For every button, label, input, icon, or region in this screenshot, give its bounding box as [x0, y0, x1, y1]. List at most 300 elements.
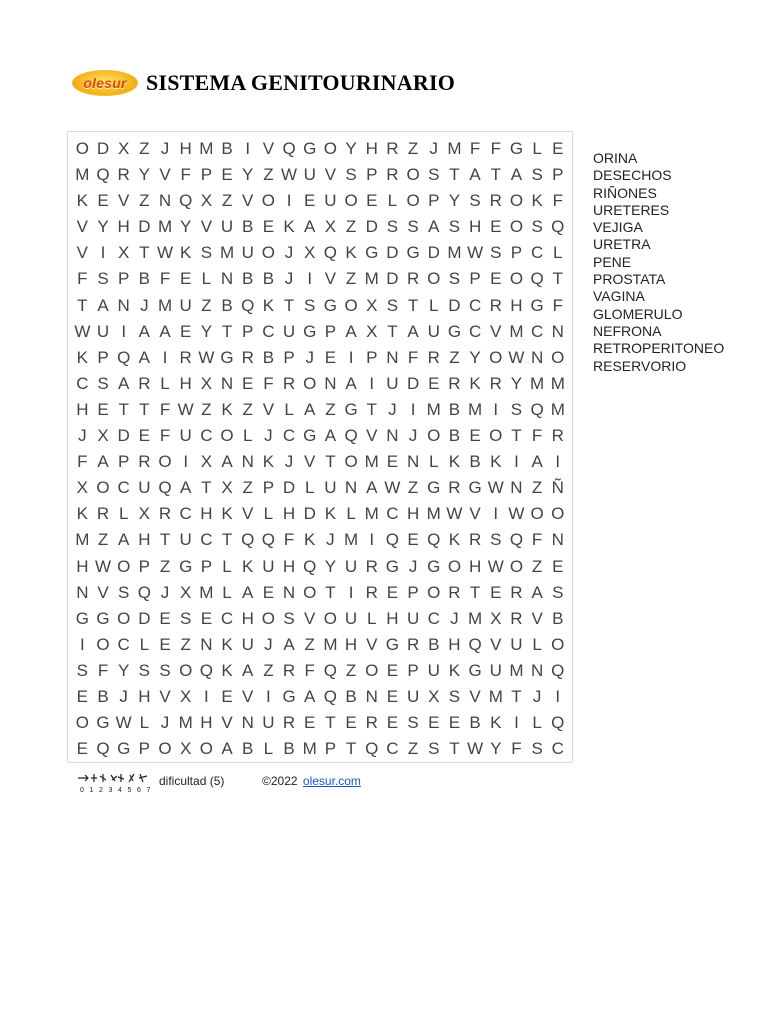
- grid-letter[interactable]: A: [118, 530, 130, 550]
- grid-letter[interactable]: L: [304, 478, 315, 498]
- grid-letter[interactable]: G: [447, 321, 462, 341]
- grid-letter[interactable]: O: [96, 634, 110, 654]
- grid-letter[interactable]: M: [323, 634, 338, 654]
- grid-letter[interactable]: O: [158, 739, 172, 759]
- grid-letter[interactable]: A: [531, 582, 543, 602]
- grid-letter[interactable]: T: [325, 452, 336, 472]
- grid-letter[interactable]: J: [284, 269, 294, 289]
- grid-letter[interactable]: O: [261, 608, 275, 628]
- grid-letter[interactable]: U: [406, 686, 420, 706]
- grid-letter[interactable]: F: [407, 347, 419, 367]
- grid-letter[interactable]: D: [96, 139, 110, 158]
- grid-letter[interactable]: M: [219, 243, 235, 263]
- grid-letter[interactable]: M: [199, 582, 214, 602]
- grid-letter[interactable]: R: [489, 373, 502, 393]
- grid-letter[interactable]: R: [138, 373, 151, 393]
- grid-letter[interactable]: Y: [490, 739, 502, 759]
- grid-letter[interactable]: Z: [242, 399, 253, 419]
- grid-letter[interactable]: R: [117, 165, 130, 185]
- grid-letter[interactable]: H: [200, 504, 213, 524]
- grid-letter[interactable]: C: [468, 295, 482, 315]
- grid-letter[interactable]: I: [307, 269, 313, 289]
- grid-letter[interactable]: M: [550, 373, 565, 393]
- grid-letter[interactable]: X: [76, 478, 88, 498]
- grid-letter[interactable]: O: [303, 373, 317, 393]
- grid-letter[interactable]: L: [346, 504, 356, 524]
- grid-letter[interactable]: K: [490, 713, 502, 733]
- grid-letter[interactable]: P: [262, 478, 275, 498]
- grid-letter[interactable]: G: [96, 713, 110, 733]
- grid-letter[interactable]: A: [180, 478, 192, 498]
- grid-letter[interactable]: P: [407, 582, 419, 602]
- grid-letter[interactable]: P: [407, 660, 419, 680]
- grid-letter[interactable]: R: [510, 608, 523, 628]
- grid-letter[interactable]: G: [96, 608, 110, 628]
- grid-letter[interactable]: H: [365, 139, 378, 158]
- grid-letter[interactable]: O: [261, 191, 275, 211]
- grid-letter[interactable]: A: [221, 452, 233, 472]
- grid-letter[interactable]: Z: [407, 739, 419, 759]
- grid-letter[interactable]: S: [490, 530, 502, 550]
- grid-letter[interactable]: B: [242, 739, 254, 759]
- grid-letter[interactable]: J: [264, 634, 273, 654]
- grid-letter[interactable]: X: [324, 217, 337, 237]
- grid-letter[interactable]: V: [159, 165, 171, 185]
- grid-letter[interactable]: I: [286, 191, 292, 211]
- grid-letter[interactable]: J: [264, 426, 273, 446]
- grid-letter[interactable]: X: [200, 373, 213, 393]
- grid-letter[interactable]: V: [366, 426, 378, 446]
- grid-letter[interactable]: G: [509, 139, 524, 158]
- grid-letter[interactable]: V: [304, 608, 316, 628]
- grid-letter[interactable]: E: [386, 452, 399, 472]
- grid-letter[interactable]: A: [304, 399, 316, 419]
- grid-letter[interactable]: N: [530, 347, 544, 367]
- grid-letter[interactable]: R: [386, 165, 399, 185]
- grid-letter[interactable]: L: [284, 399, 294, 419]
- grid-letter[interactable]: S: [138, 660, 151, 680]
- grid-letter[interactable]: K: [76, 504, 88, 524]
- grid-letter[interactable]: B: [221, 139, 233, 158]
- grid-letter[interactable]: O: [323, 608, 338, 628]
- grid-letter[interactable]: A: [407, 321, 419, 341]
- grid-letter[interactable]: R: [427, 347, 440, 367]
- grid-letter[interactable]: R: [282, 373, 296, 393]
- grid-letter[interactable]: C: [530, 243, 544, 263]
- grid-letter[interactable]: V: [242, 686, 254, 706]
- grid-letter[interactable]: J: [532, 686, 542, 706]
- grid-letter[interactable]: Q: [323, 243, 338, 263]
- grid-letter[interactable]: M: [364, 452, 379, 472]
- grid-letter[interactable]: M: [468, 608, 483, 628]
- grid-letter[interactable]: Z: [139, 191, 150, 211]
- grid-letter[interactable]: S: [345, 165, 357, 185]
- grid-letter[interactable]: S: [448, 686, 461, 706]
- grid-letter[interactable]: A: [304, 217, 316, 237]
- grid-letter[interactable]: J: [284, 243, 294, 263]
- grid-letter[interactable]: N: [241, 713, 254, 733]
- grid-letter[interactable]: Q: [96, 165, 110, 185]
- grid-letter[interactable]: A: [366, 478, 378, 498]
- grid-letter[interactable]: N: [365, 686, 378, 706]
- grid-letter[interactable]: X: [428, 686, 440, 706]
- grid-letter[interactable]: S: [200, 243, 213, 263]
- grid-letter[interactable]: N: [241, 452, 254, 472]
- grid-letter[interactable]: V: [200, 217, 213, 237]
- grid-letter[interactable]: I: [410, 399, 416, 419]
- grid-letter[interactable]: V: [97, 582, 109, 602]
- grid-letter[interactable]: G: [303, 139, 317, 158]
- grid-letter[interactable]: E: [242, 373, 254, 393]
- grid-letter[interactable]: E: [138, 426, 151, 446]
- grid-letter[interactable]: R: [406, 634, 420, 654]
- grid-letter[interactable]: M: [157, 295, 173, 315]
- grid-letter[interactable]: Q: [385, 530, 400, 550]
- grid-letter[interactable]: J: [160, 139, 170, 158]
- grid-letter[interactable]: H: [344, 634, 358, 654]
- grid-letter[interactable]: J: [326, 530, 335, 550]
- grid-letter[interactable]: F: [77, 269, 88, 289]
- grid-letter[interactable]: M: [157, 217, 173, 237]
- grid-letter[interactable]: B: [552, 608, 564, 628]
- grid-letter[interactable]: E: [76, 739, 88, 759]
- grid-letter[interactable]: G: [385, 556, 400, 576]
- grid-letter[interactable]: U: [179, 426, 192, 446]
- grid-letter[interactable]: J: [305, 347, 314, 367]
- grid-letter[interactable]: Z: [449, 347, 460, 367]
- grid-letter[interactable]: Q: [96, 739, 110, 759]
- grid-letter[interactable]: E: [200, 608, 213, 628]
- olesur-link[interactable]: olesur.com: [302, 774, 361, 788]
- grid-letter[interactable]: M: [199, 139, 214, 158]
- grid-letter[interactable]: K: [283, 217, 295, 237]
- grid-letter[interactable]: K: [221, 399, 233, 419]
- grid-letter[interactable]: T: [387, 321, 398, 341]
- grid-letter[interactable]: G: [75, 608, 89, 628]
- grid-letter[interactable]: W: [446, 504, 463, 524]
- grid-letter[interactable]: F: [531, 530, 543, 550]
- grid-letter[interactable]: E: [180, 269, 192, 289]
- grid-letter[interactable]: K: [221, 504, 233, 524]
- grid-letter[interactable]: W: [467, 243, 484, 263]
- grid-letter[interactable]: Q: [158, 478, 172, 498]
- grid-letter[interactable]: R: [365, 556, 378, 576]
- grid-letter[interactable]: O: [509, 217, 524, 237]
- grid-letter[interactable]: H: [468, 556, 482, 576]
- grid-letter[interactable]: Y: [469, 347, 481, 367]
- grid-letter[interactable]: K: [531, 191, 543, 211]
- grid-letter[interactable]: P: [324, 321, 337, 341]
- grid-letter[interactable]: Q: [551, 713, 565, 733]
- grid-letter[interactable]: E: [490, 217, 502, 237]
- grid-letter[interactable]: D: [406, 373, 420, 393]
- grid-letter[interactable]: U: [241, 634, 254, 654]
- grid-letter[interactable]: O: [551, 634, 565, 654]
- grid-letter[interactable]: U: [344, 556, 358, 576]
- grid-letter[interactable]: B: [262, 347, 275, 367]
- grid-letter[interactable]: A: [118, 373, 130, 393]
- grid-letter[interactable]: M: [178, 713, 193, 733]
- grid-letter[interactable]: T: [449, 739, 460, 759]
- grid-letter[interactable]: M: [75, 530, 90, 550]
- grid-letter[interactable]: D: [138, 217, 151, 237]
- grid-letter[interactable]: W: [384, 478, 401, 498]
- grid-letter[interactable]: Z: [139, 139, 150, 158]
- grid-letter[interactable]: W: [94, 556, 112, 576]
- grid-letter[interactable]: I: [183, 452, 189, 472]
- grid-letter[interactable]: Ñ: [551, 478, 564, 498]
- grid-letter[interactable]: O: [158, 452, 172, 472]
- grid-letter[interactable]: U: [262, 713, 275, 733]
- grid-letter[interactable]: H: [138, 686, 151, 706]
- grid-letter[interactable]: R: [489, 295, 502, 315]
- grid-letter[interactable]: W: [281, 165, 298, 185]
- grid-letter[interactable]: H: [76, 556, 89, 576]
- grid-letter[interactable]: T: [449, 165, 460, 185]
- grid-letter[interactable]: P: [324, 739, 337, 759]
- grid-letter[interactable]: E: [345, 713, 357, 733]
- grid-letter[interactable]: X: [366, 321, 378, 341]
- grid-letter[interactable]: R: [365, 713, 378, 733]
- grid-letter[interactable]: I: [555, 686, 561, 706]
- grid-letter[interactable]: J: [284, 452, 294, 472]
- grid-letter[interactable]: F: [469, 139, 481, 158]
- grid-letter[interactable]: U: [138, 478, 151, 498]
- grid-letter[interactable]: I: [266, 686, 271, 706]
- grid-letter[interactable]: K: [469, 373, 481, 393]
- grid-letter[interactable]: T: [221, 530, 233, 550]
- grid-letter[interactable]: P: [283, 347, 295, 367]
- grid-letter[interactable]: L: [532, 713, 542, 733]
- grid-letter[interactable]: Z: [531, 556, 543, 576]
- grid-letter[interactable]: S: [407, 713, 419, 733]
- grid-letter[interactable]: O: [344, 452, 358, 472]
- grid-letter[interactable]: S: [159, 660, 171, 680]
- grid-letter[interactable]: E: [262, 582, 275, 602]
- grid-letter[interactable]: O: [509, 269, 524, 289]
- grid-letter[interactable]: V: [159, 686, 171, 706]
- grid-letter[interactable]: Z: [242, 478, 253, 498]
- grid-letter[interactable]: E: [448, 713, 461, 733]
- grid-letter[interactable]: Q: [241, 295, 255, 315]
- grid-letter[interactable]: T: [77, 295, 88, 315]
- grid-letter[interactable]: W: [74, 321, 91, 341]
- grid-letter[interactable]: V: [324, 165, 337, 185]
- grid-letter[interactable]: J: [408, 426, 418, 446]
- grid-letter[interactable]: N: [344, 478, 358, 498]
- grid-letter[interactable]: A: [97, 295, 109, 315]
- grid-letter[interactable]: M: [447, 139, 462, 158]
- grid-letter[interactable]: Q: [117, 347, 131, 367]
- grid-letter[interactable]: O: [75, 139, 89, 158]
- grid-letter[interactable]: U: [96, 321, 110, 341]
- grid-letter[interactable]: O: [323, 139, 338, 158]
- grid-letter[interactable]: C: [220, 608, 234, 628]
- grid-letter[interactable]: C: [427, 608, 440, 628]
- grid-letter[interactable]: U: [262, 556, 275, 576]
- grid-letter[interactable]: V: [242, 504, 254, 524]
- grid-letter[interactable]: O: [303, 582, 317, 602]
- grid-letter[interactable]: Y: [448, 191, 461, 211]
- grid-letter[interactable]: I: [555, 452, 561, 472]
- grid-letter[interactable]: G: [530, 295, 544, 315]
- grid-letter[interactable]: E: [304, 191, 316, 211]
- grid-letter[interactable]: E: [97, 191, 109, 211]
- grid-letter[interactable]: H: [282, 504, 296, 524]
- grid-letter[interactable]: V: [76, 243, 88, 263]
- grid-letter[interactable]: N: [530, 660, 544, 680]
- grid-letter[interactable]: I: [100, 243, 106, 263]
- grid-letter[interactable]: U: [324, 478, 337, 498]
- grid-letter[interactable]: O: [489, 426, 503, 446]
- grid-letter[interactable]: E: [386, 713, 399, 733]
- grid-letter[interactable]: H: [448, 634, 461, 654]
- grid-letter[interactable]: N: [406, 452, 420, 472]
- grid-letter[interactable]: K: [304, 530, 316, 550]
- grid-letter[interactable]: G: [427, 556, 441, 576]
- grid-letter[interactable]: G: [344, 399, 358, 419]
- grid-letter[interactable]: U: [241, 243, 254, 263]
- grid-letter[interactable]: T: [366, 399, 377, 419]
- grid-letter[interactable]: H: [406, 504, 420, 524]
- grid-letter[interactable]: N: [200, 634, 213, 654]
- grid-letter[interactable]: Z: [263, 165, 274, 185]
- grid-letter[interactable]: F: [304, 660, 315, 680]
- grid-letter[interactable]: E: [386, 582, 399, 602]
- grid-letter[interactable]: R: [158, 504, 172, 524]
- grid-letter[interactable]: F: [263, 373, 274, 393]
- grid-letter[interactable]: O: [530, 504, 544, 524]
- grid-letter[interactable]: F: [159, 269, 171, 289]
- grid-letter[interactable]: B: [97, 686, 109, 706]
- grid-letter[interactable]: S: [552, 582, 564, 602]
- grid-letter[interactable]: S: [97, 373, 109, 393]
- grid-letter[interactable]: D: [117, 426, 130, 446]
- grid-letter[interactable]: L: [242, 426, 253, 446]
- grid-letter[interactable]: L: [139, 713, 150, 733]
- grid-letter[interactable]: Z: [325, 399, 336, 419]
- grid-letter[interactable]: T: [325, 713, 336, 733]
- grid-letter[interactable]: O: [427, 269, 441, 289]
- grid-letter[interactable]: P: [200, 165, 213, 185]
- grid-letter[interactable]: Z: [407, 478, 419, 498]
- grid-letter[interactable]: V: [304, 452, 316, 472]
- grid-letter[interactable]: Y: [242, 165, 254, 185]
- grid-letter[interactable]: E: [469, 426, 481, 446]
- grid-letter[interactable]: O: [509, 556, 524, 576]
- grid-letter[interactable]: L: [532, 139, 542, 158]
- grid-letter[interactable]: O: [220, 426, 234, 446]
- grid-letter[interactable]: I: [493, 399, 499, 419]
- grid-letter[interactable]: P: [97, 347, 109, 367]
- grid-letter[interactable]: Z: [345, 269, 357, 289]
- grid-letter[interactable]: L: [429, 295, 439, 315]
- grid-letter[interactable]: G: [385, 634, 400, 654]
- grid-letter[interactable]: C: [76, 373, 89, 393]
- grid-letter[interactable]: P: [118, 269, 130, 289]
- grid-letter[interactable]: D: [386, 243, 399, 263]
- grid-letter[interactable]: Y: [180, 217, 192, 237]
- grid-letter[interactable]: G: [220, 347, 234, 367]
- grid-letter[interactable]: D: [427, 243, 440, 263]
- grid-letter[interactable]: L: [429, 452, 439, 472]
- grid-letter[interactable]: Q: [551, 660, 565, 680]
- grid-letter[interactable]: Y: [118, 660, 130, 680]
- grid-letter[interactable]: H: [241, 608, 254, 628]
- grid-letter[interactable]: X: [304, 243, 316, 263]
- grid-letter[interactable]: H: [138, 530, 151, 550]
- grid-letter[interactable]: B: [283, 739, 295, 759]
- grid-letter[interactable]: K: [180, 243, 192, 263]
- grid-letter[interactable]: M: [426, 399, 441, 419]
- grid-letter[interactable]: E: [428, 713, 440, 733]
- grid-letter[interactable]: E: [304, 713, 316, 733]
- grid-letter[interactable]: Q: [468, 634, 482, 654]
- grid-letter[interactable]: K: [262, 295, 275, 315]
- grid-letter[interactable]: K: [221, 634, 233, 654]
- grid-letter[interactable]: S: [386, 217, 399, 237]
- grid-letter[interactable]: X: [118, 139, 130, 158]
- grid-letter[interactable]: G: [468, 478, 482, 498]
- grid-letter[interactable]: S: [469, 191, 481, 211]
- grid-letter[interactable]: E: [552, 556, 564, 576]
- grid-letter[interactable]: C: [386, 504, 399, 524]
- grid-letter[interactable]: I: [348, 582, 354, 602]
- grid-letter[interactable]: H: [179, 373, 192, 393]
- grid-letter[interactable]: K: [345, 243, 357, 263]
- grid-letter[interactable]: C: [386, 739, 399, 759]
- grid-letter[interactable]: O: [117, 608, 131, 628]
- grid-letter[interactable]: K: [324, 504, 337, 524]
- grid-letter[interactable]: H: [510, 295, 523, 315]
- grid-letter[interactable]: S: [531, 165, 543, 185]
- grid-letter[interactable]: F: [77, 452, 88, 472]
- grid-letter[interactable]: E: [159, 608, 171, 628]
- grid-letter[interactable]: Q: [530, 269, 544, 289]
- grid-letter[interactable]: J: [160, 582, 170, 602]
- grid-letter[interactable]: J: [429, 139, 438, 158]
- grid-letter[interactable]: W: [487, 556, 504, 576]
- grid-letter[interactable]: O: [344, 295, 358, 315]
- grid-letter[interactable]: S: [180, 608, 192, 628]
- grid-letter[interactable]: E: [407, 530, 419, 550]
- grid-letter[interactable]: T: [345, 739, 357, 759]
- grid-letter[interactable]: R: [468, 530, 482, 550]
- grid-letter[interactable]: J: [408, 556, 418, 576]
- grid-letter[interactable]: W: [115, 713, 132, 733]
- grid-letter[interactable]: X: [221, 478, 233, 498]
- grid-letter[interactable]: A: [345, 321, 357, 341]
- grid-letter[interactable]: C: [200, 530, 213, 550]
- grid-letter[interactable]: F: [159, 399, 171, 419]
- grid-letter[interactable]: Q: [323, 686, 338, 706]
- grid-letter[interactable]: X: [118, 243, 130, 263]
- grid-letter[interactable]: R: [282, 660, 296, 680]
- grid-letter[interactable]: N: [551, 530, 564, 550]
- grid-letter[interactable]: B: [138, 269, 151, 289]
- grid-letter[interactable]: F: [552, 191, 563, 211]
- grid-letter[interactable]: S: [407, 217, 419, 237]
- grid-letter[interactable]: E: [76, 686, 88, 706]
- grid-letter[interactable]: M: [364, 269, 379, 289]
- grid-letter[interactable]: F: [159, 426, 171, 446]
- grid-letter[interactable]: H: [117, 217, 130, 237]
- grid-letter[interactable]: E: [552, 139, 564, 158]
- grid-letter[interactable]: S: [490, 243, 502, 263]
- grid-letter[interactable]: L: [553, 243, 563, 263]
- grid-letter[interactable]: B: [448, 426, 461, 446]
- grid-letter[interactable]: G: [303, 321, 317, 341]
